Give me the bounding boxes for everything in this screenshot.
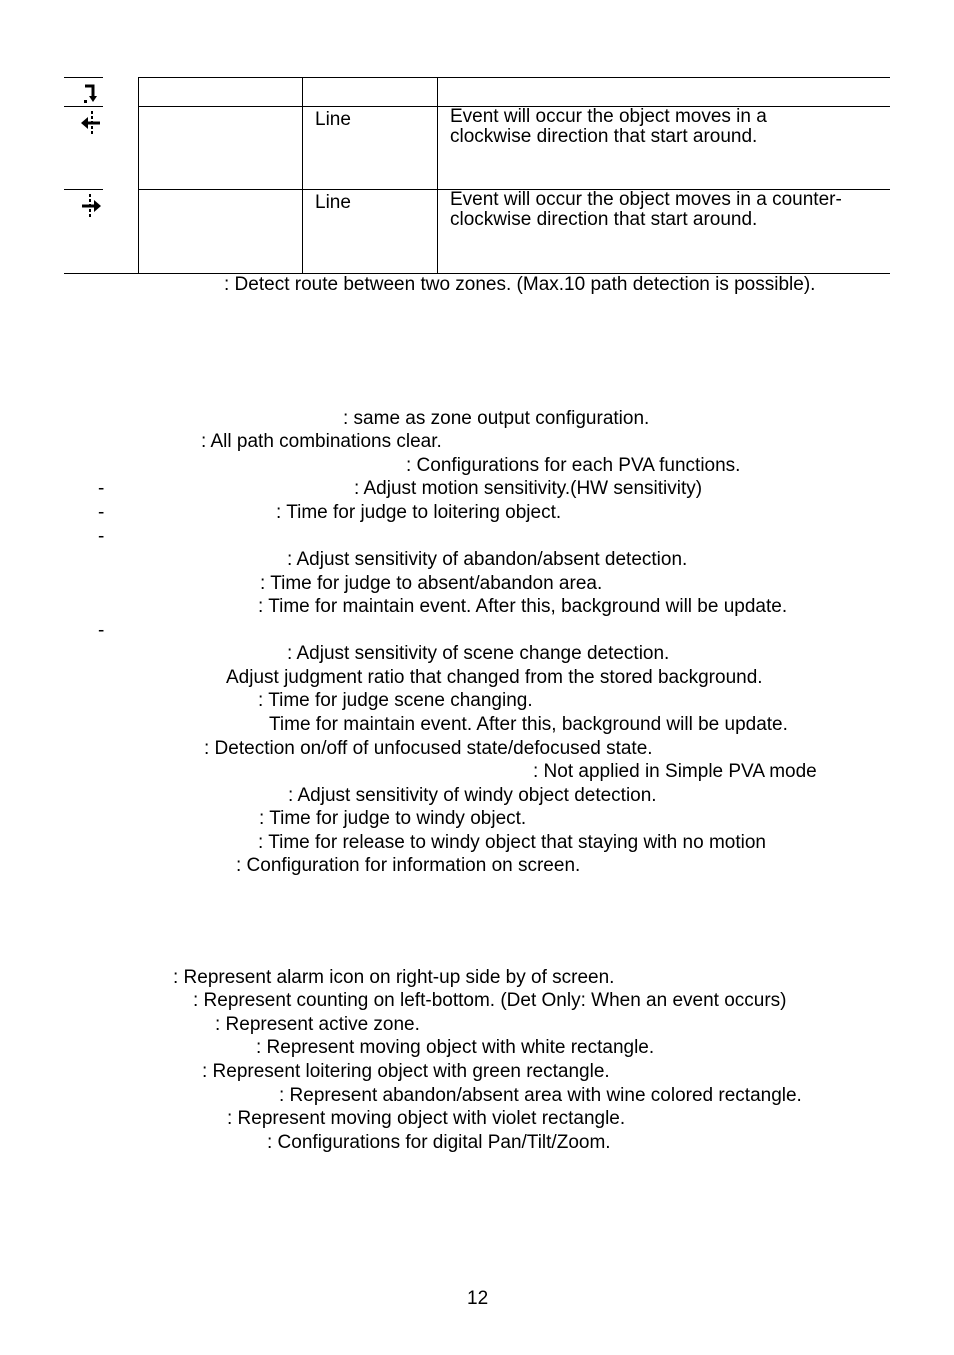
list-dash: - — [98, 502, 105, 523]
table-rule — [64, 77, 103, 78]
screen-info-text: : Configuration for information on screen. — [236, 855, 581, 876]
description-cell-line1: Event will occur the object moves in a — [450, 106, 767, 127]
table-col-divider — [302, 77, 303, 274]
abandon-maintain-text: : Time for maintain event. After this, background will be update. — [258, 596, 788, 617]
loitering-object-text: : Represent loitering object with green rectangle. — [202, 1061, 610, 1082]
path-detect-text: : Detect route between two zones. (Max.10 path detection is possible). — [224, 274, 816, 295]
windy-time-text: : Time for judge to windy object. — [259, 808, 527, 829]
list-dash: - — [98, 526, 105, 547]
scene-ratio-text: Adjust judgment ratio that changed from the stored background. — [226, 667, 763, 688]
active-zone-text: : Represent active zone. — [215, 1014, 420, 1035]
table-col-divider — [437, 77, 438, 274]
list-dash: - — [98, 478, 105, 499]
description-cell-line2: clockwise direction that start around. — [450, 209, 758, 230]
abandon-sensitivity-text: : Adjust sensitivity of abandon/absent detection. — [287, 549, 688, 570]
counter-clockwise-arrow-icon — [78, 193, 104, 219]
violet-object-text: : Represent moving object with violet rectangle. — [227, 1108, 626, 1129]
path-output-text: : same as zone output configuration. — [343, 408, 650, 429]
path-direction-icon — [78, 81, 104, 107]
page-number: 12 — [467, 1288, 489, 1309]
ptz-text: : Configurations for digital Pan/Tilt/Zoom. — [267, 1132, 611, 1153]
windy-release-text: : Time for release to windy object that staying with no motion — [258, 832, 766, 853]
alarm-icon-text: : Represent alarm icon on right-up side by of screen. — [173, 967, 615, 988]
scene-sensitivity-text: : Adjust sensitivity of scene change detection. — [287, 643, 670, 664]
motion-sensitivity-text: : Adjust motion sensitivity.(HW sensitivity) — [354, 478, 703, 499]
list-dash: - — [98, 620, 105, 641]
windy-sensitivity-text: : Adjust sensitivity of windy object detection. — [288, 785, 657, 806]
pva-config-text: : Configurations for each PVA functions. — [406, 455, 741, 476]
clockwise-arrow-icon — [78, 110, 104, 136]
scene-time-text: : Time for judge scene changing. — [258, 690, 533, 711]
moving-object-text: : Represent moving object with white rectangle. — [256, 1037, 655, 1058]
type-cell: Line — [315, 192, 351, 213]
description-cell-line2: clockwise direction that start around. — [450, 126, 758, 147]
scene-maintain-text: Time for maintain event. After this, background will be update. — [269, 714, 788, 735]
description-cell-line1: Event will occur the object moves in a counter- — [450, 189, 842, 210]
table-rule — [64, 189, 103, 190]
table-col-divider — [138, 77, 139, 274]
type-cell: Line — [315, 109, 351, 130]
simple-mode-note: : Not applied in Simple PVA mode — [533, 761, 817, 782]
loitering-time-text: : Time for judge to loitering object. — [276, 502, 562, 523]
abandon-area-text: : Represent abandon/absent area with wine colored rectangle. — [279, 1085, 802, 1106]
abandon-time-text: : Time for judge to absent/abandon area. — [260, 573, 603, 594]
defocus-text: : Detection on/off of unfocused state/defocused state. — [204, 738, 653, 759]
counting-text: : Represent counting on left-bottom. (Det Only: When an event occurs) — [193, 990, 787, 1011]
table-rule — [138, 77, 890, 78]
path-clear-text: : All path combinations clear. — [201, 431, 442, 452]
